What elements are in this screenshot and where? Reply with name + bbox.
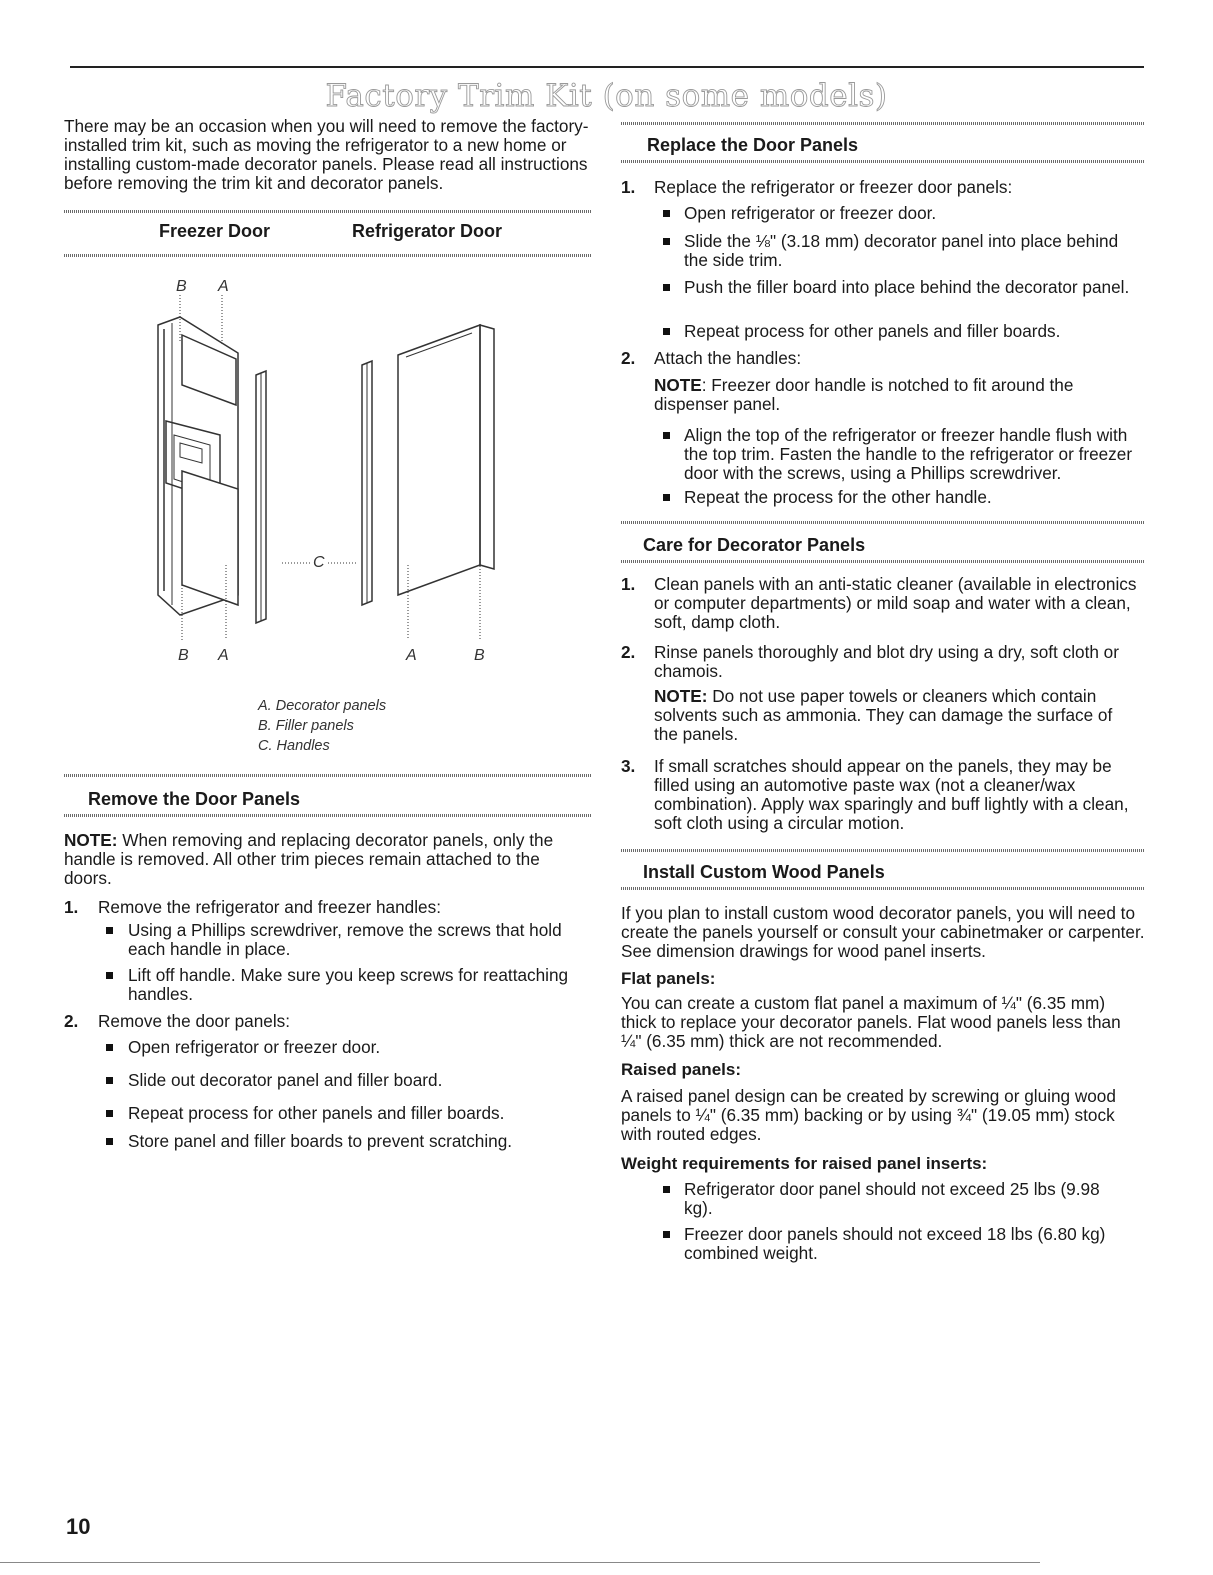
step-number: 2. [64, 1011, 79, 1031]
bullet-text: Refrigerator door panel should not exceed 25 lbs (9.98 kg). [684, 1179, 1100, 1218]
bullet-text: Repeat process for other panels and filler boards. [128, 1103, 505, 1123]
freezer-door-heading: Freezer Door [159, 221, 271, 241]
bullet-icon [663, 494, 670, 501]
replace-top-rule [621, 122, 1145, 125]
note-text: Do not use paper towels or cleaners which contain solvents such as ammonia. They can damage the surface of the panels. [654, 686, 1113, 744]
remove-steps [64, 898, 592, 1158]
bullet-icon [663, 432, 670, 439]
bullet-text: Freezer door panels should not exceed 18 lbs (6.80 kg) combined weight. [684, 1224, 1106, 1263]
bullet-text: Repeat process for other panels and filler boards. [684, 321, 1061, 341]
replace-steps [621, 178, 1145, 518]
weight-requirements-heading: Weight requirements for raised panel inserts: [621, 1154, 988, 1173]
note-text: : Freezer door handle is notched to fit around the dispenser panel. [654, 375, 1074, 414]
bullet-text: Repeat the process for the other handle. [684, 487, 992, 507]
label-c: C [313, 554, 325, 571]
replace-heading: Replace the Door Panels [647, 135, 859, 155]
bullet-icon [106, 1077, 113, 1084]
bullet-icon [663, 328, 670, 335]
label-a-top: A [218, 278, 229, 295]
bullet-text: Store panel and filler boards to prevent scratching. [128, 1131, 513, 1151]
step-number: 1. [64, 897, 79, 917]
figure-legend [258, 696, 386, 756]
weight-list [621, 1180, 1145, 1270]
top-rule [70, 66, 1144, 68]
bullet-icon [106, 1110, 113, 1117]
install-bottom-rule [621, 887, 1145, 890]
remove-top-rule [64, 774, 592, 777]
step-number: 3. [621, 756, 636, 776]
figure-header-rule [64, 254, 592, 257]
note-label: NOTE: [654, 686, 708, 706]
bottom-rule [0, 1562, 1040, 1563]
legend-item: A. Decorator panels [258, 698, 387, 714]
bullet-text: Slide the ⅛" (3.18 mm) decorator panel into place behind the side trim. [684, 231, 1119, 270]
bullet-icon [663, 1231, 670, 1238]
flat-panels-text: You can create a custom flat panel a maximum of ¼" (6.35 mm) thick to replace your decorator panels. Flat wood panels less than ¼" (6.35 mm) thick are not recommended. [621, 993, 1121, 1051]
replace-note [654, 376, 1134, 414]
intro-paragraph: There may be an occasion when you will need to remove the factory-installed trim kit, such as moving the refrigerator to a new home or installing custom-made decorator panels. Please read all instructions before removing the trim kit and decorator panels. [64, 116, 589, 193]
raised-panels-text: A raised panel design can be created by screwing or gluing wood panels to ¼" (6.35 mm) backing or by using ¾" (19.05 mm) stock with routed edges. [621, 1086, 1116, 1144]
step-text: Rinse panels thoroughly and blot dry using a dry, soft cloth or chamois. [654, 642, 1119, 681]
label-a-bottom-left: A [218, 647, 229, 664]
install-top-rule [621, 849, 1145, 852]
refrigerator-decorator-panel [398, 325, 480, 595]
legend-item: C. Handles [258, 738, 330, 754]
bullet-text: Lift off handle. Make sure you keep screws for reattaching handles. [128, 965, 569, 1004]
raised-panels-heading: Raised panels: [621, 1060, 741, 1079]
figure-top-rule [64, 210, 592, 213]
replace-bottom-rule [621, 160, 1145, 163]
label-a-bottom-right: A [406, 647, 417, 664]
flat-panels-heading: Flat panels: [621, 969, 716, 988]
step-text: Remove the door panels: [98, 1011, 291, 1031]
step-text: Clean panels with an anti-static cleaner (available in electronics or computer departments) or mild soap and water with a clean, soft, damp cloth. [654, 574, 1137, 632]
bullet-text: Push the filler board into place behind the decorator panel. [684, 277, 1130, 297]
install-heading: Install Custom Wood Panels [643, 862, 885, 882]
freezer-lower-decorator-panel [182, 471, 238, 605]
bullet-text: Open refrigerator or freezer door. [128, 1037, 381, 1057]
refrigerator-door-heading: Refrigerator Door [352, 221, 503, 241]
note-text: When removing and replacing decorator panels, only the handle is removed. All other trim pieces remain attached to the doors. [64, 830, 554, 888]
step-text: Attach the handles: [654, 348, 802, 368]
step-text: Remove the refrigerator and freezer handles: [98, 897, 441, 917]
care-steps [621, 575, 1145, 845]
bullet-text: Slide out decorator panel and filler board. [128, 1070, 443, 1090]
care-bottom-rule [621, 560, 1145, 563]
remove-note [64, 831, 592, 888]
step-text: If small scratches should appear on the panels, they may be filled using an automotive paste wax (not a cleaner/wax combination). Apply wax sparingly and buff lightly with a clean, soft cloth using a circular motion. [654, 756, 1129, 833]
bullet-icon [663, 1186, 670, 1193]
bullet-icon [106, 1138, 113, 1145]
bullet-icon [106, 927, 113, 934]
freezer-upper-decorator-panel [182, 335, 236, 405]
step-text: Replace the refrigerator or freezer door panels: [654, 177, 1013, 197]
step-number: 2. [621, 348, 636, 368]
note-label: NOTE: [64, 830, 118, 850]
door-panels-illustration [150, 295, 510, 645]
page-title: Factory Trim Kit (on some models) [325, 78, 888, 114]
care-heading: Care for Decorator Panels [643, 535, 866, 555]
bullet-icon [663, 210, 670, 217]
note-label: NOTE [654, 375, 702, 395]
care-top-rule [621, 521, 1145, 524]
step-number: 1. [621, 177, 636, 197]
bullet-text: Open refrigerator or freezer door. [684, 203, 937, 223]
remove-bottom-rule [64, 814, 592, 817]
care-note [654, 687, 1139, 744]
bullet-icon [106, 1044, 113, 1051]
bullet-icon [106, 972, 113, 979]
bullet-text: Using a Phillips screwdriver, remove the screws that hold each handle in place. [128, 920, 562, 959]
label-b-bottom-right: B [474, 647, 485, 664]
bullet-text: Align the top of the refrigerator or freezer handle flush with the top trim. Fasten the handle to the refrigerator or freezer door with the screws, using a Phillips screwdriver. [684, 425, 1133, 483]
label-b-top: B [176, 278, 187, 295]
step-number: 2. [621, 642, 636, 662]
remove-heading: Remove the Door Panels [88, 789, 301, 809]
refrigerator-filler-panel [480, 325, 494, 569]
bullet-icon [663, 238, 670, 245]
bullet-icon [663, 284, 670, 291]
install-intro: If you plan to install custom wood decorator panels, you will need to create the panels yourself or consult your cabinetmaker or carpenter. See dimension drawings for wood panel inserts. [621, 903, 1145, 961]
page-number: 10 [66, 1514, 91, 1539]
step-number: 1. [621, 574, 636, 594]
legend-item: B. Filler panels [258, 718, 354, 734]
label-b-bottom-left: B [178, 647, 189, 664]
